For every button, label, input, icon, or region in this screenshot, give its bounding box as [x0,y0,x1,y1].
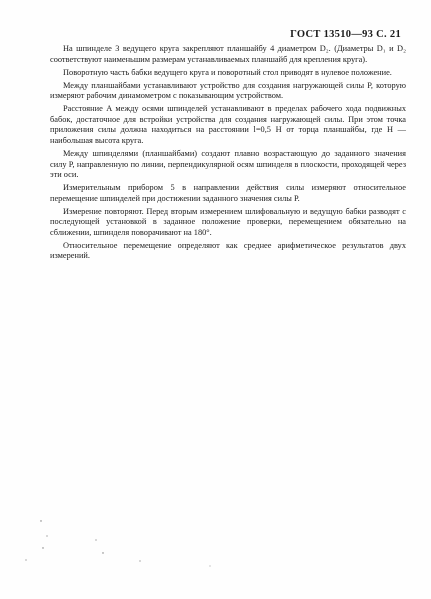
paragraph-faceplate-mounting: На шпинделе 3 ведущего круга закрепляют планшайбу 4 диаметром D₂. (Диаметры D₁ и D₂ соответствуют наименьшим размерам устанавливаемых планшайб для крепления круга). [50,44,406,64]
paragraph-repeat-measurement: Измерение повторяют. Перед вторым измерением шлифовальную и ведущую бабки разводят с последующей установкой в заданное положение проверки, перемещением обязательно на сближении, шпинделя поворачивают на 180°. [50,206,406,237]
document-body [50,44,406,264]
paragraph-result-calculation: Относительное перемещение определяют как среднее арифметическое результатов двух измерений. [50,240,406,261]
paragraph-axis-distance: Расстояние A между осями шпинделей устанавливают в пределах рабочего хода подвижных бабок, достаточное для встройки устройства для создания нагружающей силы. При этом точка приложения силы должна находиться на расстоянии l=0,5 H от торца планшайбы, где H — наибольшая высота круга. [50,104,406,145]
paragraph-zero-position: Поворотную часть бабки ведущего круга и поворотный стол приводят в нулевое положение. [63,67,392,77]
paragraph-force-application: Между шпинделями (планшайбами) создают плавно возрастающую до заданного значения силу P, направленную по линии, перпендикулярной осям шпинделя в плоскости, проходящей через эти оси. [50,148,406,180]
paragraph-displacement-measurement: Измерительным прибором 5 в направлении действия силы измеряют относительное перемещение шпинделей при достижении заданного значения силы P. [50,183,406,203]
paragraph-loading-device: Между планшайбами устанавливают устройство для создания нагружающей силы P, которую измеряют рабочим динамометром с показывающим устройством. [50,80,406,101]
page-header: ГОСТ 13510—93 С. 21 [290,29,401,40]
